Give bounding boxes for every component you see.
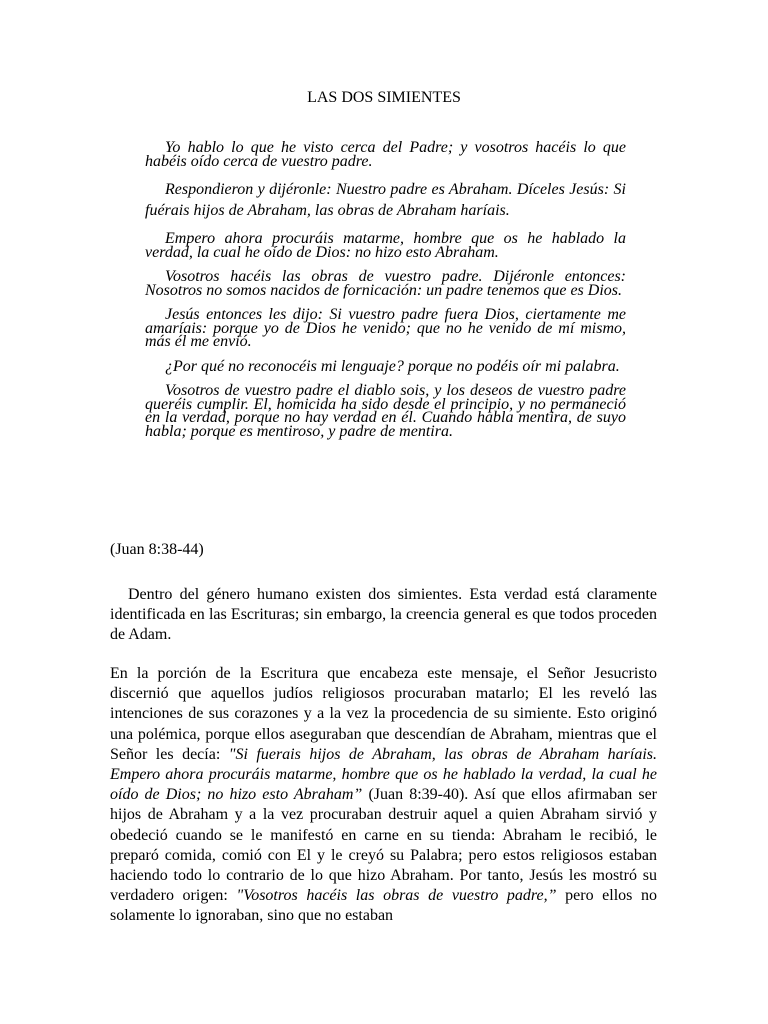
quote-verse-42: Jesús entonces les dijo: Si vuestro padre fuera Dios, ciertamente me amaríais: porque yo de Dios he venido; que no he venido de mí mismo, más él me envió. xyxy=(145,306,626,350)
paragraph-main-quote-2: "Vosotros hacéis las obras de vuestro padre,” xyxy=(236,887,557,905)
paragraph-main xyxy=(110,664,657,927)
quote-verse-38: Yo hablo lo que he visto cerca del Padre; y vosotros hacéis lo que habéis oído cerca de vuestro padre. xyxy=(145,139,626,170)
quote-verse-43: ¿Por qué no reconocéis mi lenguaje? porque no podéis oír mi palabra. xyxy=(165,357,620,375)
paragraph-main-text-1: En la porción de la Escritura que encabeza este mensaje, el Señor Jesucristo discernió que aquellos judíos religiosos procuraban matarlo; El les reveló las intenciones de sus corazones y a la vez la procedencia de su simiente. Esto originó una polémica, porque ellos aseguraban que descendían de Abraham, mientras que el Señor les decía: xyxy=(110,665,657,763)
paragraph-main-text-3: pero ellos no solamente lo ignoraban, sino que no estaban xyxy=(110,887,658,925)
quote-verse-44: Vosotros de vuestro padre el diablo sois, y los deseos de vuestro padre queréis cumplir. El, homicida ha sido desde el principio, y no permaneció en la verdad, porque no hay verdad en él. Cuando habla mentira, de suyo habla; porque es mentiroso, y padre de mentira. xyxy=(145,382,626,440)
paragraph-intro: Dentro del género humano existen dos simientes. Esta verdad está claramente identificada en las Escrituras; sin embargo, la creencia general es que todos proceden de Adam. xyxy=(110,586,657,644)
quote-verse-40: Empero ahora procuráis matarme, hombre que os he hablado la verdad, la cual he oído de Dios: no hizo esto Abraham. xyxy=(145,230,626,261)
document-title: LAS DOS SIMIENTES xyxy=(307,89,461,106)
quote-verse-39: Respondieron y dijéronle: Nuestro padre es Abraham. Díceles Jesús: Si fuérais hijos de Abraham, las obras de Abraham haríais. xyxy=(145,181,626,219)
paragraph-main-text-2: (Juan 8:39-40). Así que ellos afirmaban ser hijos de Abraham y a la vez procuraban destruir aquel a quien Abraham sirvió y obedeció cuando se le manifestó en carne en su tienda: Abraham le recibió, le preparó comida, comió con El y le creyó su Palabra; pero estos religiosos estaban haciendo todo lo contrario de lo que hizo Abraham. Por tanto, Jesús les mostró su verdadero origen: xyxy=(110,786,657,905)
paragraph-main-quote-1: "Si fuerais hijos de Abraham, las obras de Abraham haríais. Empero ahora procuráis matarme, hombre que os he hablado la verdad, la cual he oído de Dios; no hizo esto Abraham” xyxy=(110,745,658,804)
scripture-quote-block xyxy=(145,141,626,438)
quote-verse-41: Vosotros hacéis las obras de vuestro padre. Dijéronle entonces: Nosotros no somos nacidos de fornicación: un padre tenemos que es Dios. xyxy=(145,268,626,299)
scripture-reference: (Juan 8:38-44) xyxy=(110,541,204,558)
